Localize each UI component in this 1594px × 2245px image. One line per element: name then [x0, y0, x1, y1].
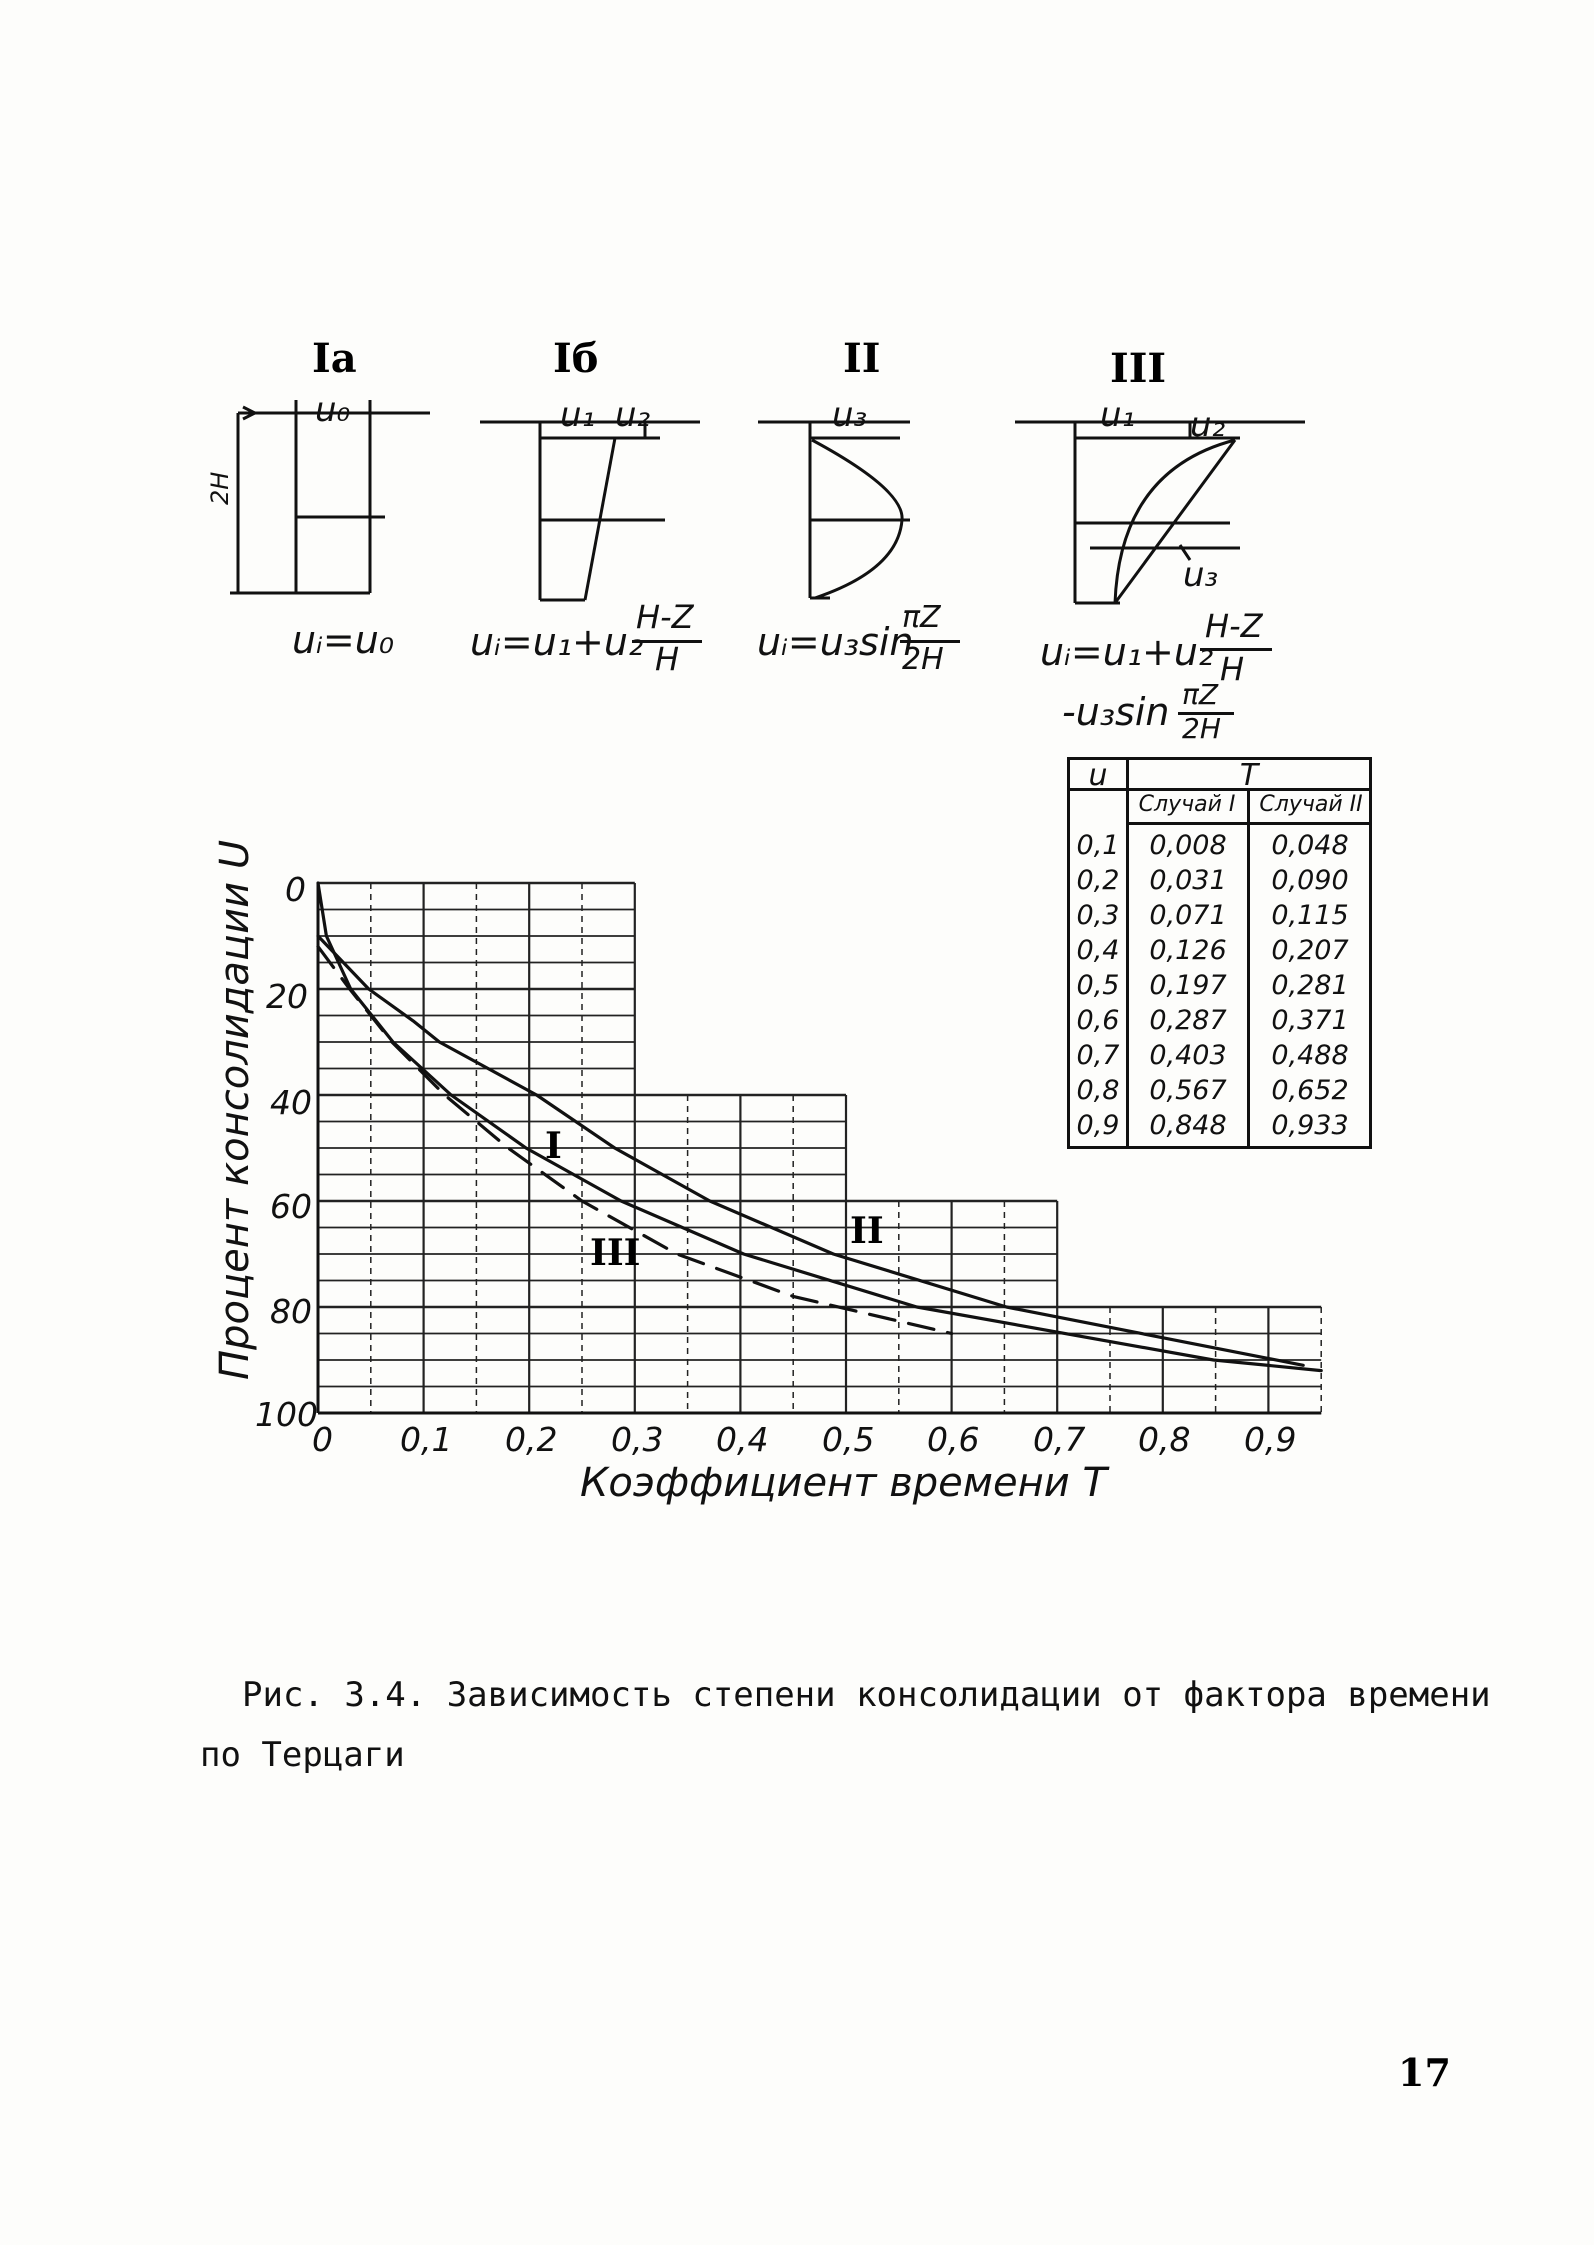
table-cell-u: 0,2 [1076, 865, 1120, 896]
table-cell-u: 0,3 [1076, 900, 1120, 931]
table-cell-t1: 0,126 [1149, 935, 1227, 966]
x-tick: 0,8 [1138, 1420, 1191, 1459]
table-header-u: u [1088, 758, 1108, 793]
y-tick: 100 [255, 1395, 318, 1434]
formula-3-den: H [1220, 650, 1245, 688]
formula-1b-den: H [655, 640, 680, 678]
table-cell-t1: 0,567 [1149, 1075, 1227, 1106]
u3-label-3: u₃ [1183, 555, 1219, 595]
table-cell-t1: 0,287 [1149, 1005, 1227, 1036]
curve-label-2: II [850, 1210, 884, 1252]
table-header-T: T [1239, 758, 1259, 793]
u2-label-1b: u₂ [615, 395, 651, 435]
x-tick: 0,1 [400, 1420, 453, 1459]
u2-label-3: u₂ [1190, 405, 1226, 445]
table-cell-u: 0,5 [1076, 970, 1120, 1001]
formula-3-num: H-Z [1205, 607, 1263, 645]
x-axis-title: Коэффициент времени T [580, 1460, 1107, 1506]
y-tick: 40 [270, 1083, 312, 1122]
formula-3-line2-num: πZ [1182, 678, 1219, 711]
y-tick: 60 [270, 1187, 312, 1226]
x-tick: 0,4 [716, 1420, 769, 1459]
table-cell-t1: 0,848 [1149, 1110, 1227, 1141]
formula-3-left: uᵢ=u₁+u₂ [1040, 630, 1214, 674]
diagram-2-label: II [843, 335, 881, 382]
table-cell-t2: 0,488 [1271, 1040, 1349, 1071]
formula-2-num: πZ [902, 600, 941, 635]
y-axis-title: Процент консолидации U [212, 839, 258, 1380]
formula-1b-left: uᵢ=u₁+u₂ [470, 620, 644, 664]
curve-I [318, 883, 1321, 1371]
table-cell-u: 0,1 [1076, 830, 1120, 861]
table-cell-t2: 0,115 [1271, 900, 1349, 931]
table-cell-t1: 0,031 [1149, 865, 1227, 896]
x-tick: 0,5 [822, 1420, 875, 1459]
table-cell-t2: 0,281 [1271, 970, 1349, 1001]
table-subheader-case2: Случай II [1259, 792, 1363, 817]
diagram-1a-label: Iа [312, 335, 357, 382]
table-cell-u: 0,8 [1076, 1075, 1120, 1106]
figure-caption-line2: по Терцаги [200, 1735, 405, 1775]
table-cell-t1: 0,071 [1149, 900, 1227, 931]
table-cell-t1: 0,008 [1149, 830, 1227, 861]
formula-2-den: 2H [902, 642, 944, 677]
formula-2-left: uᵢ=u₃sin [757, 620, 914, 664]
formula-3-line2-den: 2H [1182, 712, 1221, 745]
formula-3-line2-left: -u₃sin [1062, 690, 1170, 734]
table-subheader-case1: Случай I [1138, 792, 1236, 817]
y-tick: 80 [270, 1292, 312, 1331]
2h-label: 2H [206, 471, 234, 505]
table-cell-u: 0,7 [1076, 1040, 1120, 1071]
x-tick: 0,2 [505, 1420, 558, 1459]
table-cell-t2: 0,090 [1271, 865, 1349, 896]
page-number: 17 [1398, 2050, 1451, 2095]
table-cell-t2: 0,652 [1271, 1075, 1349, 1106]
figure-caption-line1: Рис. 3.4. Зависимость степени консолидации от фактора времени [242, 1675, 1491, 1715]
table-cell-t2: 0,933 [1271, 1110, 1349, 1141]
table-cell-u: 0,4 [1076, 935, 1120, 966]
table-cell-u: 0,6 [1076, 1005, 1120, 1036]
x-tick: 0,6 [927, 1420, 980, 1459]
diagram-3-label: III [1110, 345, 1167, 392]
formula-1a: uᵢ=u₀ [292, 618, 395, 662]
u0-label: u₀ [315, 390, 351, 430]
y-tick: 0 [285, 870, 306, 909]
u3-label: u₃ [832, 395, 868, 435]
u1-label-3: u₁ [1100, 395, 1136, 435]
curve-label-1: I [545, 1125, 562, 1167]
u1-label-1b: u₁ [560, 395, 596, 435]
formula-1b-num: H-Z [636, 598, 694, 636]
diagram-1b-label: Iб [553, 335, 599, 382]
table-cell-t1: 0,197 [1149, 970, 1227, 1001]
table-cell-t2: 0,048 [1271, 830, 1349, 861]
y-tick: 20 [266, 977, 308, 1016]
x-tick: 0,9 [1244, 1420, 1297, 1459]
table-cell-t2: 0,371 [1271, 1005, 1349, 1036]
table-cell-t1: 0,403 [1149, 1040, 1227, 1071]
table-cell-t2: 0,207 [1271, 935, 1349, 966]
curve-label-3: III [590, 1232, 641, 1274]
x-tick: 0 [312, 1420, 333, 1459]
x-tick: 0,7 [1033, 1420, 1086, 1459]
table-cell-u: 0,9 [1076, 1110, 1120, 1141]
x-tick: 0,3 [611, 1420, 664, 1459]
